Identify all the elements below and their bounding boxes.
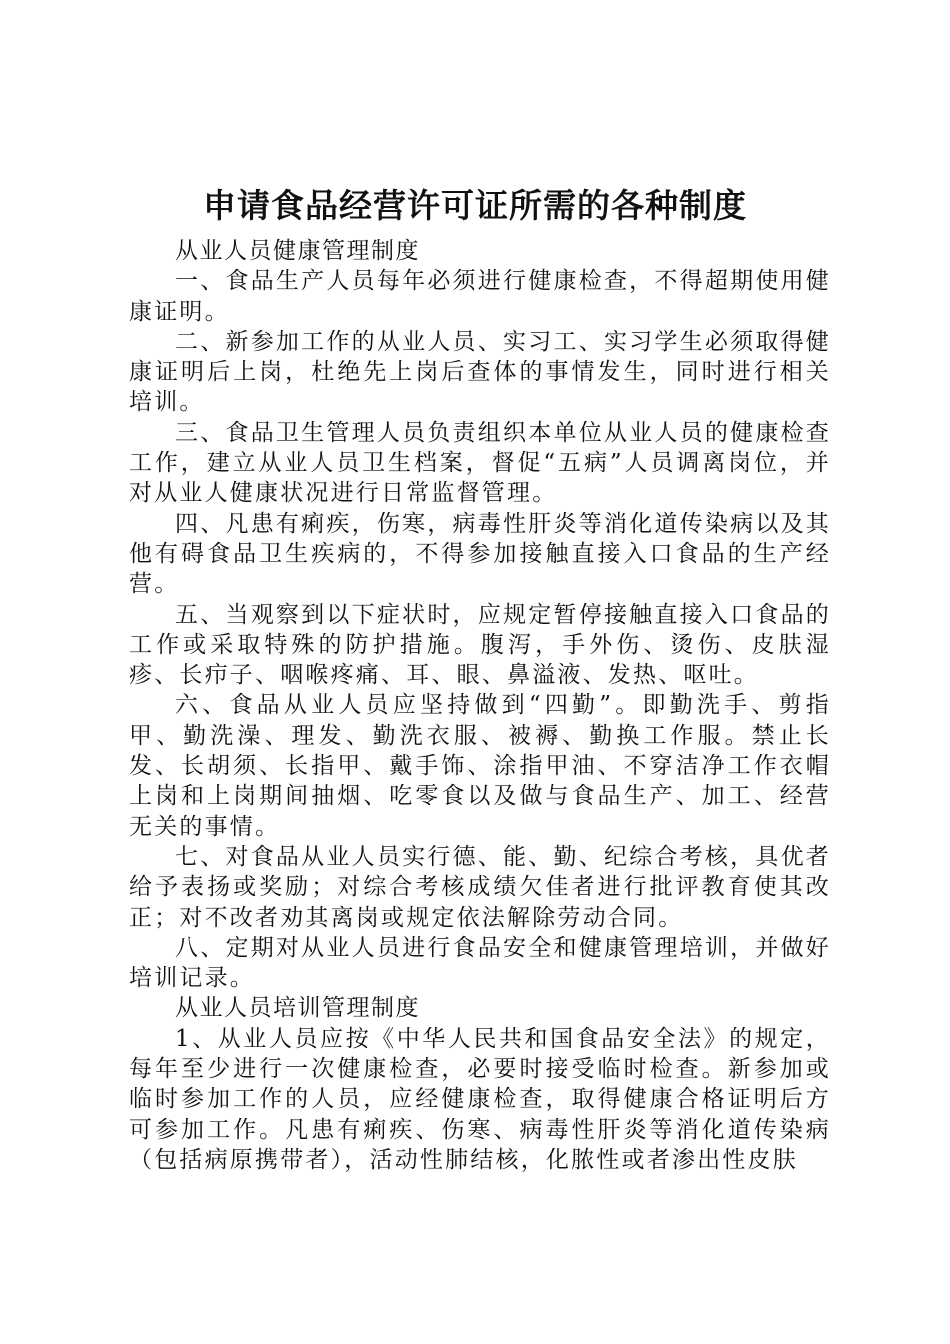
paragraph-rule-2: 二、新参加工作的从业人员、实习工、实习学生必须取得健康证明后上岗，杜绝先上岗后查体的事情发生，同时进行相关培训。 (129, 328, 831, 416)
paragraph-rule-6: 六、食品从业人员应坚持做到“四勤”。即勤洗手、剪指甲、勤洗澡、理发、勤洗衣服、被褥、勤换工作服。禁止长发、长胡须、长指甲、戴手饰、涂指甲油、不穿洁净工作衣帽上岗和上岗期间抽烟、吃零食以及做与食品生产、加工、经营无关的事情。 (129, 692, 831, 840)
document-title: 申请食品经营许可证所需的各种制度 (203, 186, 747, 225)
paragraph-rule-3: 三、食品卫生管理人员负责组织本单位从业人员的健康检查工作，建立从业人员卫生档案，督促“五病”人员调离岗位，并对从业人健康状况进行日常监督管理。 (129, 419, 831, 507)
paragraph-rule-1: 一、食品生产人员每年必须进行健康检查，不得超期使用健康证明。 (129, 268, 831, 325)
paragraph-rule-5: 五、当观察到以下症状时，应规定暂停接触直接入口食品的工作或采取特殊的防护措施。腹泻，手外伤、烫伤、皮肤湿疹、长疖子、咽喉疼痛、耳、眼、鼻溢液、发热、呕吐。 (129, 601, 831, 689)
paragraph-rule-4: 四、凡患有痢疾，伤寒，病毒性肝炎等消化道传染病以及其他有碍食品卫生疾病的，不得参加接触直接入口食品的生产经营。 (129, 510, 831, 598)
document-body (129, 236, 831, 1175)
paragraph-rule-8: 八、定期对从业人员进行食品安全和健康管理培训，并做好培训记录。 (129, 934, 831, 992)
paragraph-training-rule-1: 1、从业人员应按《中华人民共和国食品安全法》的规定，每年至少进行一次健康检查，必要时接受临时检查。新参加或临时参加工作的人员，应经健康检查，取得健康合格证明后方可参加工作。凡患有痢疾、伤寒、病毒性肝炎等消化道传染病（包括病原携带者），活动性肺结核，化脓性或者渗出性皮肤 (129, 1025, 831, 1173)
section-heading-health-management: 从业人员健康管理制度 (175, 238, 420, 264)
section-heading-training-management: 从业人员培训管理制度 (175, 995, 420, 1022)
paragraph-rule-7: 七、对食品从业人员实行德、能、勤、纪综合考核，具优者给予表扬或奖励；对综合考核成绩欠佳者进行批评教育使其改正；对不改者劝其离岗或规定依法解除劳动合同。 (129, 843, 831, 931)
